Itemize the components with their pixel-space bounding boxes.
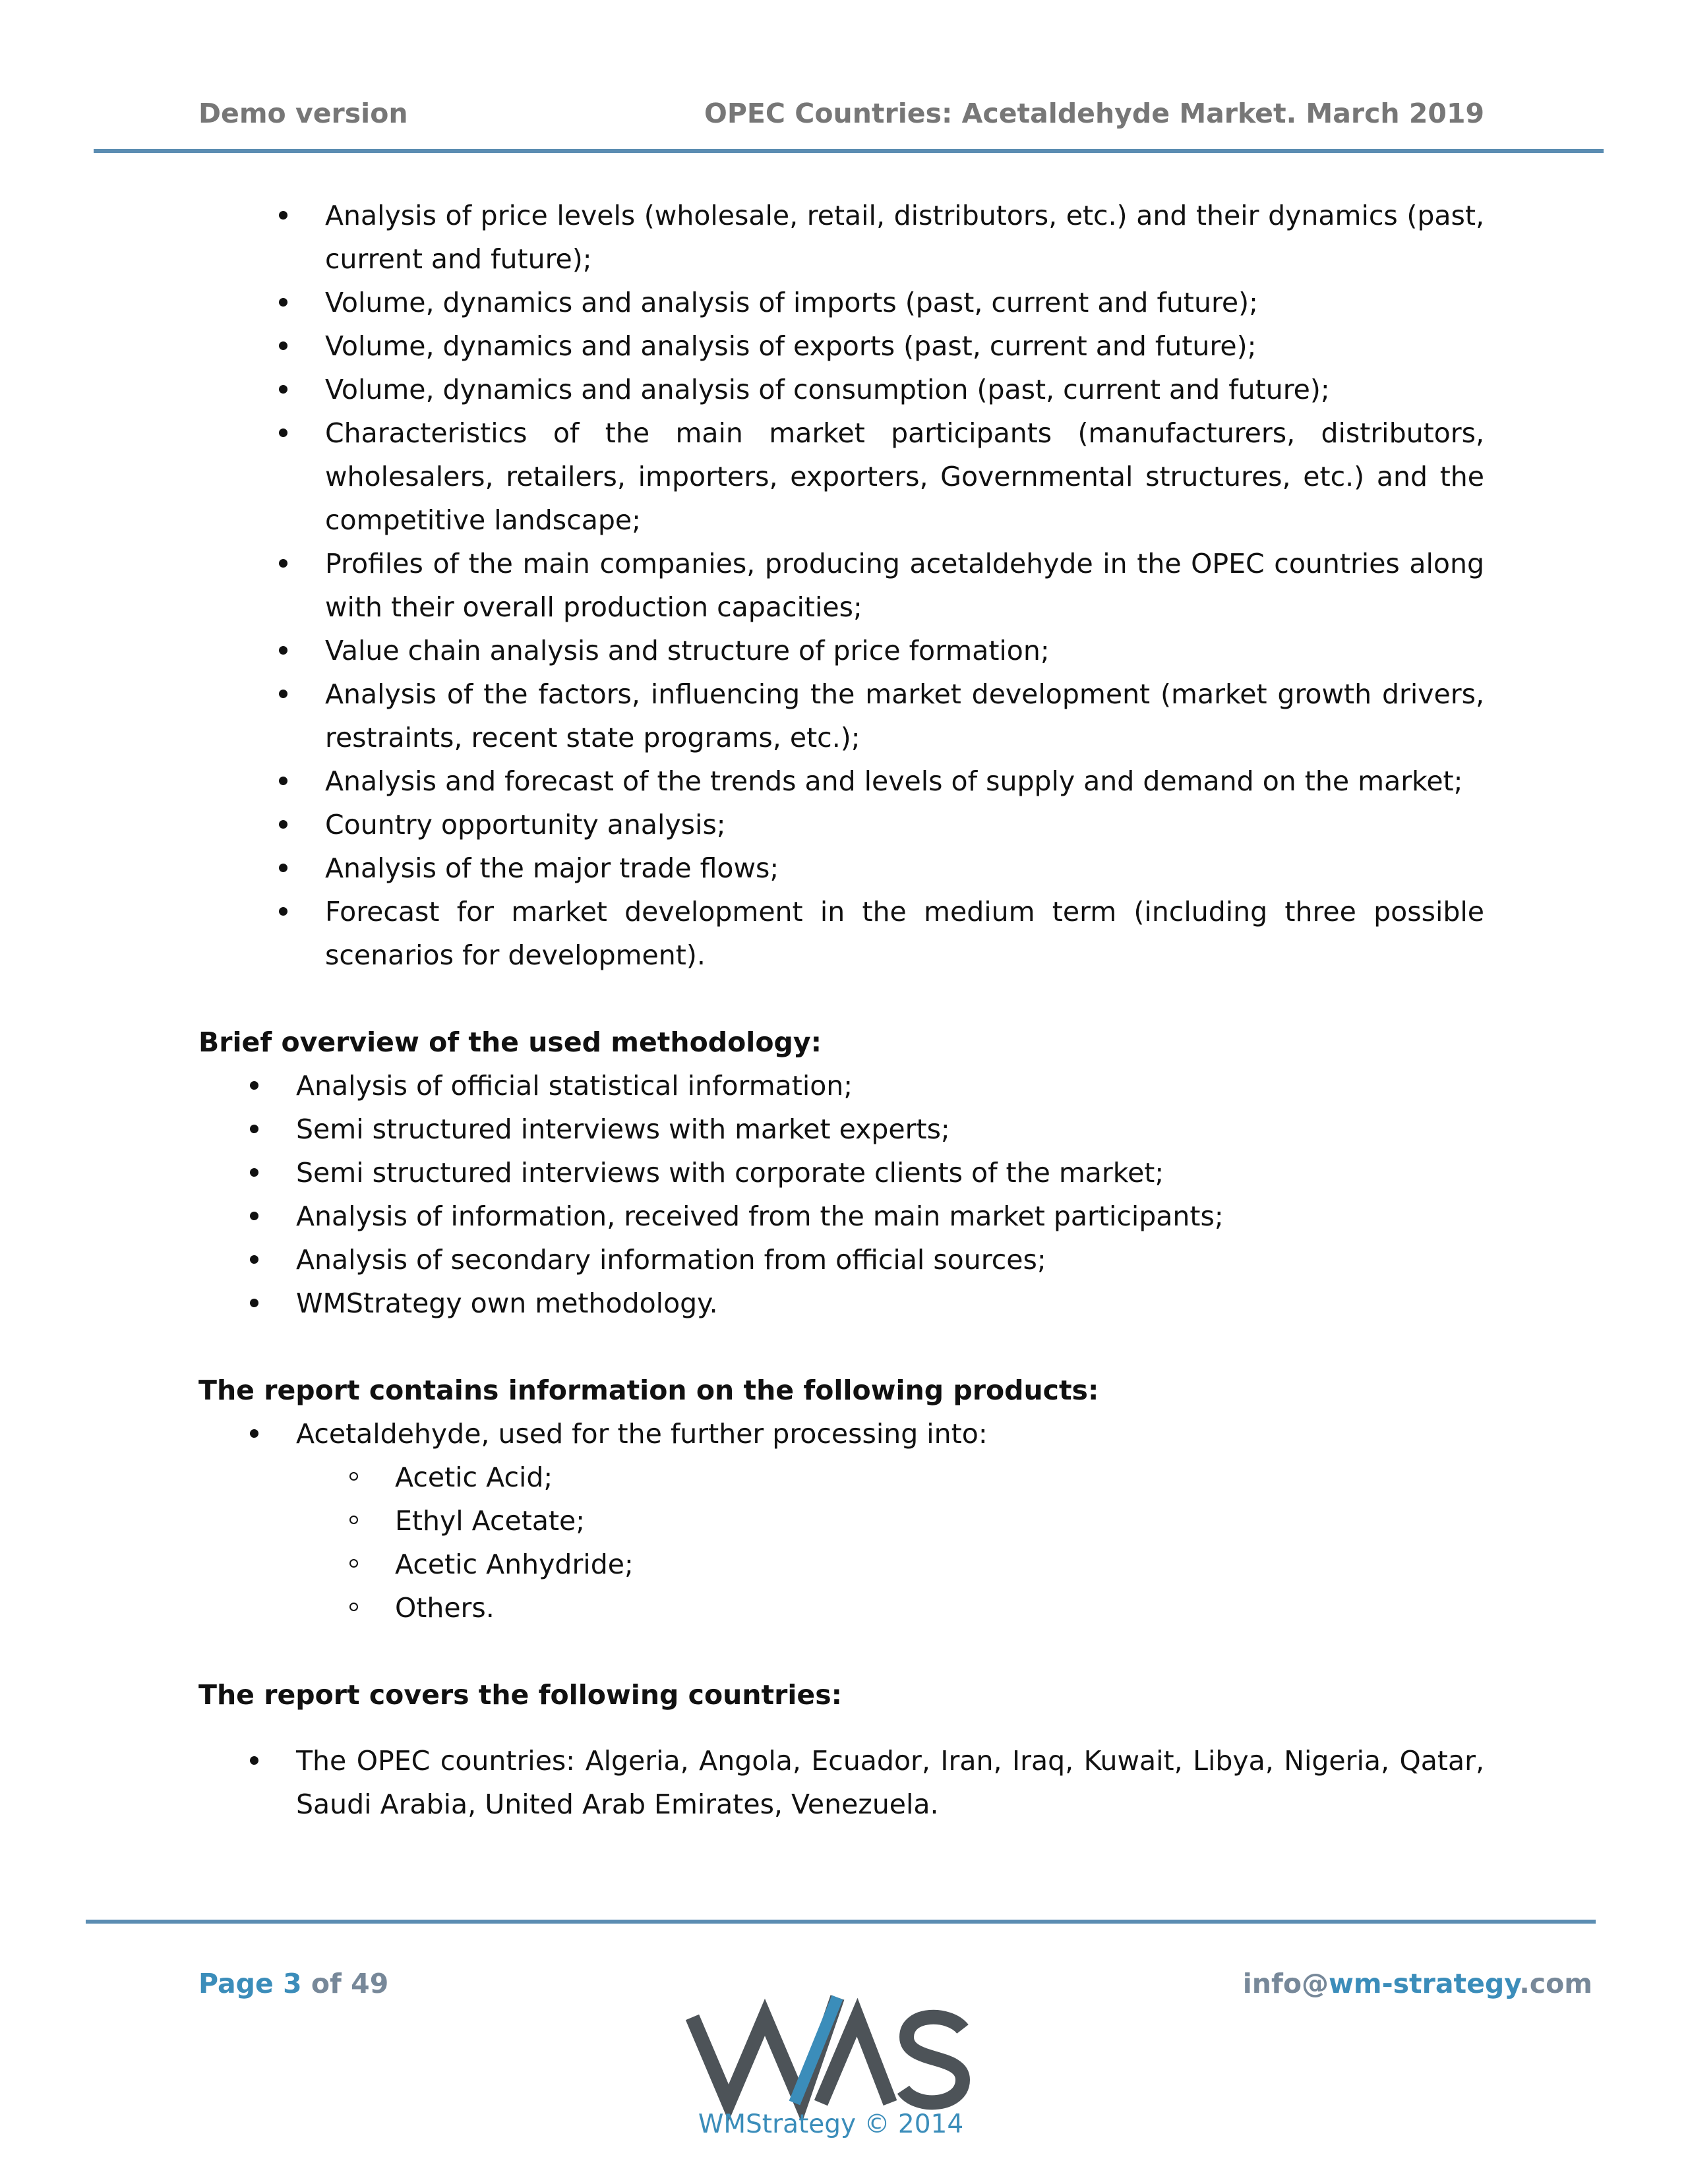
countries-heading: The report covers the following countries: bbox=[198, 1679, 842, 1711]
page-header bbox=[198, 98, 1484, 137]
list-item: Semi structured interviews with market experts; bbox=[198, 1107, 1484, 1151]
list-item: Analysis of secondary information from official sources; bbox=[198, 1238, 1484, 1282]
list-item: Value chain analysis and structure of price formation; bbox=[198, 629, 1484, 672]
list-item: Analysis of official statistical information; bbox=[198, 1064, 1484, 1107]
sub-list-item: Ethyl Acetate; bbox=[198, 1499, 1484, 1543]
email-tld: .com bbox=[1519, 1968, 1592, 1999]
list-item: Semi structured interviews with corporate clients of the market; bbox=[198, 1151, 1484, 1195]
list-item: Volume, dynamics and analysis of imports (past, current and future); bbox=[198, 281, 1484, 324]
sub-list-item: Others. bbox=[198, 1586, 1484, 1630]
list-item: Acetaldehyde, used for the further processing into: bbox=[198, 1412, 1484, 1456]
page-of-word: of bbox=[311, 1968, 342, 1999]
page-number: 3 bbox=[283, 1968, 302, 1999]
page-counter bbox=[198, 1968, 388, 1999]
report-contents-list bbox=[198, 194, 1484, 977]
methodology-heading: Brief overview of the used methodology: bbox=[198, 1026, 822, 1058]
footer-divider bbox=[86, 1920, 1596, 1924]
sub-list-item: Acetic Anhydride; bbox=[198, 1543, 1484, 1586]
header-demo-label: Demo version bbox=[198, 98, 408, 129]
logo-caption: WMStrategy © 2014 bbox=[698, 2110, 964, 2139]
logo-letter-s bbox=[903, 2017, 963, 2102]
email-user: info@ bbox=[1242, 1968, 1329, 1999]
list-item: Analysis of price levels (wholesale, retail, distributors, etc.) and their dynamics (past, current and future); bbox=[198, 194, 1484, 281]
spacer bbox=[198, 1717, 1484, 1739]
list-item: Analysis of the major trade flows; bbox=[198, 846, 1484, 890]
products-sublist bbox=[198, 1456, 1484, 1630]
list-item: Analysis of the factors, influencing the market development (market growth drivers, restraints, recent state programs, etc.); bbox=[198, 672, 1484, 759]
list-item: WMStrategy own methodology. bbox=[198, 1282, 1484, 1325]
header-report-title: OPEC Countries: Acetaldehyde Market. March 2019 bbox=[704, 98, 1484, 129]
list-item: Profiles of the main companies, producing acetaldehyde in the OPEC countries along with their overall production capacities; bbox=[198, 542, 1484, 629]
list-item: Characteristics of the main market participants (manufacturers, distributors, wholesalers, retailers, importers, exporters, Governmental structures, etc.) and the competitive landscape; bbox=[198, 411, 1484, 542]
sub-list-item: Acetic Acid; bbox=[198, 1456, 1484, 1499]
list-item: Volume, dynamics and analysis of exports (past, current and future); bbox=[198, 324, 1484, 368]
list-item: Analysis of information, received from the main market participants; bbox=[198, 1195, 1484, 1238]
list-item: The OPEC countries: Algeria, Angola, Ecuador, Iran, Iraq, Kuwait, Libya, Nigeria, Qatar, Saudi Arabia, United Arab Emirates, Venezuela. bbox=[198, 1739, 1484, 1826]
email-domain: wm-strategy bbox=[1328, 1968, 1520, 1999]
products-heading: The report contains information on the following products: bbox=[198, 1374, 1099, 1406]
spacer bbox=[198, 1325, 1484, 1369]
list-item: Forecast for market development in the medium term (including three possible scenarios for development). bbox=[198, 890, 1484, 977]
header-divider bbox=[94, 149, 1604, 153]
spacer bbox=[198, 1630, 1484, 1673]
methodology-list bbox=[198, 1064, 1484, 1325]
countries-list bbox=[198, 1739, 1484, 1826]
list-item: Country opportunity analysis; bbox=[198, 803, 1484, 846]
list-item: Analysis and forecast of the trends and levels of supply and demand on the market; bbox=[198, 759, 1484, 803]
page-total: 49 bbox=[351, 1968, 389, 1999]
list-item: Volume, dynamics and analysis of consumption (past, current and future); bbox=[198, 368, 1484, 411]
contact-email[interactable] bbox=[1243, 1968, 1592, 1999]
page-word: Page bbox=[198, 1968, 274, 1999]
page-content bbox=[198, 194, 1484, 1826]
products-list bbox=[198, 1412, 1484, 1456]
spacer bbox=[198, 977, 1484, 1020]
